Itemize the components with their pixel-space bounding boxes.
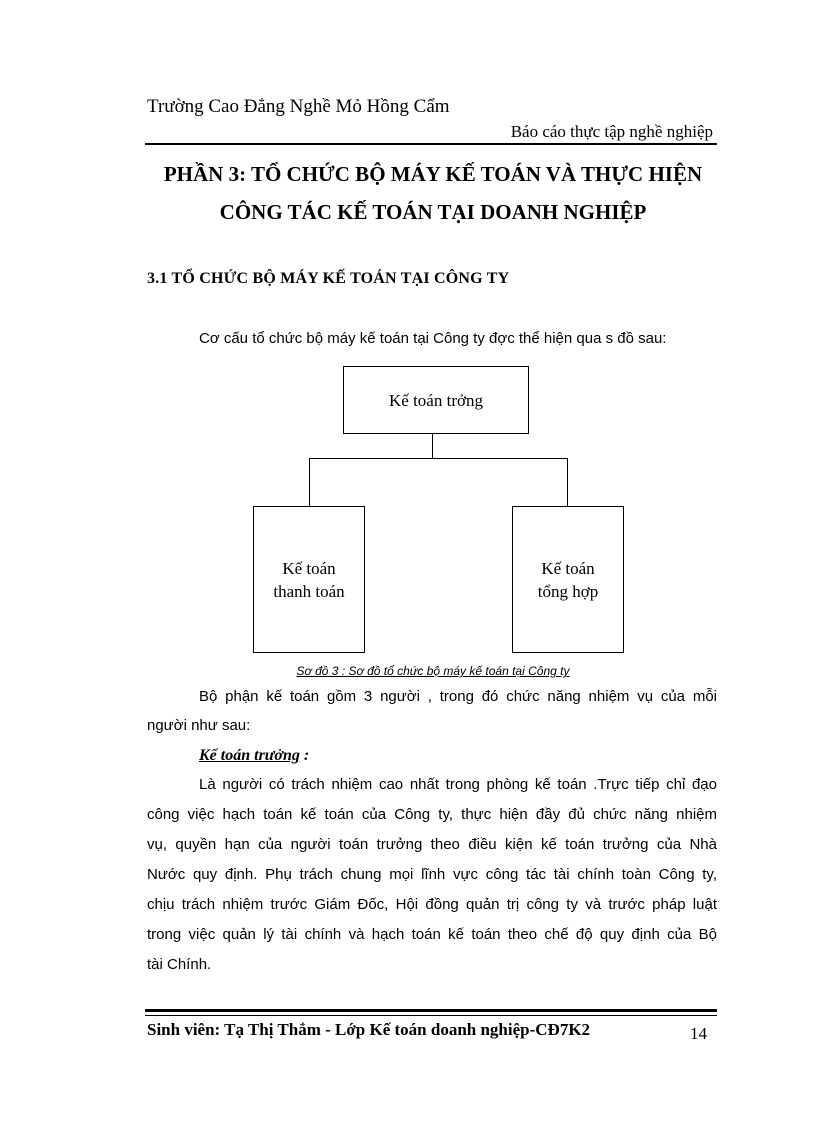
role-heading <box>199 747 309 765</box>
school-name: Trường Cao Đẳng Nghề Mỏ Hồng Cẩm <box>147 96 450 117</box>
body-p1-line1: Bộ phận kế toán gồm 3 người , trong đó chức năng nhiệm vụ của mỗi <box>199 688 717 705</box>
role-label: Kế toán trưởng <box>199 747 300 764</box>
body-p2-line: Nước quy định. Phụ trách chung mọi lĩnh vực công tác tài chính toàn Công ty, <box>147 866 717 883</box>
page-title-line1: PHẦN 3: TỔ CHỨC BỘ MÁY KẾ TOÁN VÀ THỰC HIỆN <box>163 162 703 186</box>
intro-text: Cơ cấu tổ chức bộ máy kế toán tại Công ty đợc thể hiện qua s đồ sau: <box>199 330 667 347</box>
footer-divider-thin <box>145 1015 717 1016</box>
report-title: Báo cáo thực tập nghề nghiệp <box>510 122 713 141</box>
body-p1-line2: người như sau: <box>147 717 251 734</box>
body-p2-line: Là người có trách nhiệm cao nhất trong phòng kế toán .Trực tiếp chỉ đạo <box>199 776 717 793</box>
payment-accountant-label-line1: Kế toán <box>282 558 336 578</box>
payment-accountant-box <box>253 506 365 653</box>
connector-vertical-right <box>567 458 568 506</box>
header-divider <box>145 143 717 145</box>
connector-horizontal <box>309 458 568 459</box>
connector-vertical-top <box>432 434 433 458</box>
chief-accountant-box <box>343 366 529 434</box>
general-accountant-box <box>512 506 624 653</box>
role-suffix: : <box>299 747 310 764</box>
footer-divider-thick <box>145 1009 717 1012</box>
body-p2-line: tài Chính. <box>147 956 212 973</box>
body-p2-line: công việc hạch toán kế toán của Công ty, thực hiện đầy đủ chức năng nhiệm <box>147 806 717 823</box>
page-number: 14 <box>690 1024 707 1043</box>
page-title-line2: CÔNG TÁC KẾ TOÁN TẠI DOANH NGHIỆP <box>219 200 647 224</box>
general-accountant-label-line1: Kế toán <box>541 558 595 578</box>
section-heading: 3.1 TỔ CHỨC BỘ MÁY KẾ TOÁN TẠI CÔNG TY <box>147 270 510 287</box>
general-accountant-label-line2: tổng hợp <box>537 581 599 601</box>
student-info: Sinh viên: Tạ Thị Thắm - Lớp Kế toán doanh nghiệp-CĐ7K2 <box>147 1020 591 1039</box>
diagram-caption: Sơ đồ 3 : Sơ đồ tổ chức bộ máy kế toán tại Công ty <box>296 664 570 678</box>
body-p2-line: trong việc quản lý tài chính và hạch toán kế toán theo chế độ quy định của Bộ <box>147 926 717 943</box>
body-p2-line: vụ, quyền hạn của người toán trưởng theo điều kiện kế toán trưởng của Nhà <box>147 836 717 853</box>
body-p2-line: chịu trách nhiệm trước Giám Đốc, Hội đồng quản trị công ty và trước pháp luật <box>147 896 717 913</box>
connector-vertical-left <box>309 458 310 506</box>
chief-accountant-label: Kế toán trởng <box>389 390 483 410</box>
payment-accountant-label-line2: thanh toán <box>273 581 345 601</box>
